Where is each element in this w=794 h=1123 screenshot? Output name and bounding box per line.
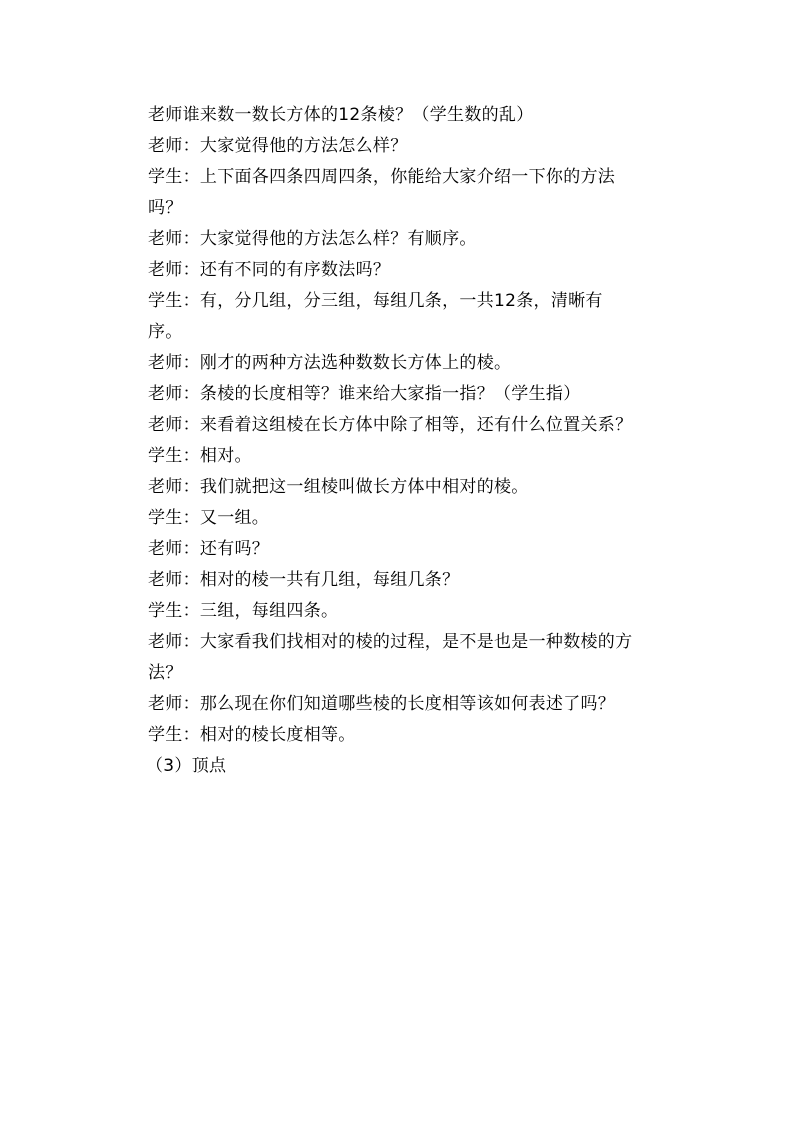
- text-line-3: 学生：上下面各四条四周四条，你能给大家介绍一下你的方法: [148, 167, 616, 187]
- text-line-18: 老师：大家看我们找相对的棱的过程，是不是也是一种数棱的方: [148, 632, 633, 652]
- text-line-17: 学生：三组，每组四条。: [148, 601, 339, 621]
- text-line-8: 序。: [148, 322, 183, 342]
- dialogue-text: [148, 100, 688, 782]
- text-line-19: 法？: [148, 663, 183, 683]
- text-line-14: 学生：又一组。: [148, 508, 270, 528]
- text-line-6: 老师：还有不同的有序数法吗？: [148, 260, 391, 280]
- text-line-5: 老师：大家觉得他的方法怎么样？有顺序。: [148, 229, 477, 249]
- text-line-2: 老师：大家觉得他的方法怎么样？: [148, 136, 408, 156]
- text-line-13: 老师：我们就把这一组棱叫做长方体中相对的棱。: [148, 477, 529, 497]
- text-line-1: 老师谁来数一数长方体的12条棱？（学生数的乱）: [148, 105, 534, 125]
- text-line-21: 学生：相对的棱长度相等。: [148, 725, 356, 745]
- text-line-16: 老师：相对的棱一共有几组，每组几条？: [148, 570, 460, 590]
- text-line-9: 老师：刚才的两种方法选种数数长方体上的棱。: [148, 353, 512, 373]
- text-line-20: 老师：那么现在你们知道哪些棱的长度相等该如何表述了吗？: [148, 694, 616, 714]
- text-line-7: 学生：有，分几组，分三组，每组几条，一共12条，清晰有: [148, 291, 603, 311]
- text-line-11: 老师：来看着这组棱在长方体中除了相等，还有什么位置关系？: [148, 415, 633, 435]
- text-line-10: 老师：条棱的长度相等？谁来给大家指一指？（学生指）: [148, 384, 581, 404]
- section-heading: （3）顶点: [146, 756, 227, 776]
- text-line-4: 吗？: [148, 198, 183, 218]
- text-line-15: 老师：还有吗？: [148, 539, 270, 559]
- text-line-12: 学生：相对。: [148, 446, 252, 466]
